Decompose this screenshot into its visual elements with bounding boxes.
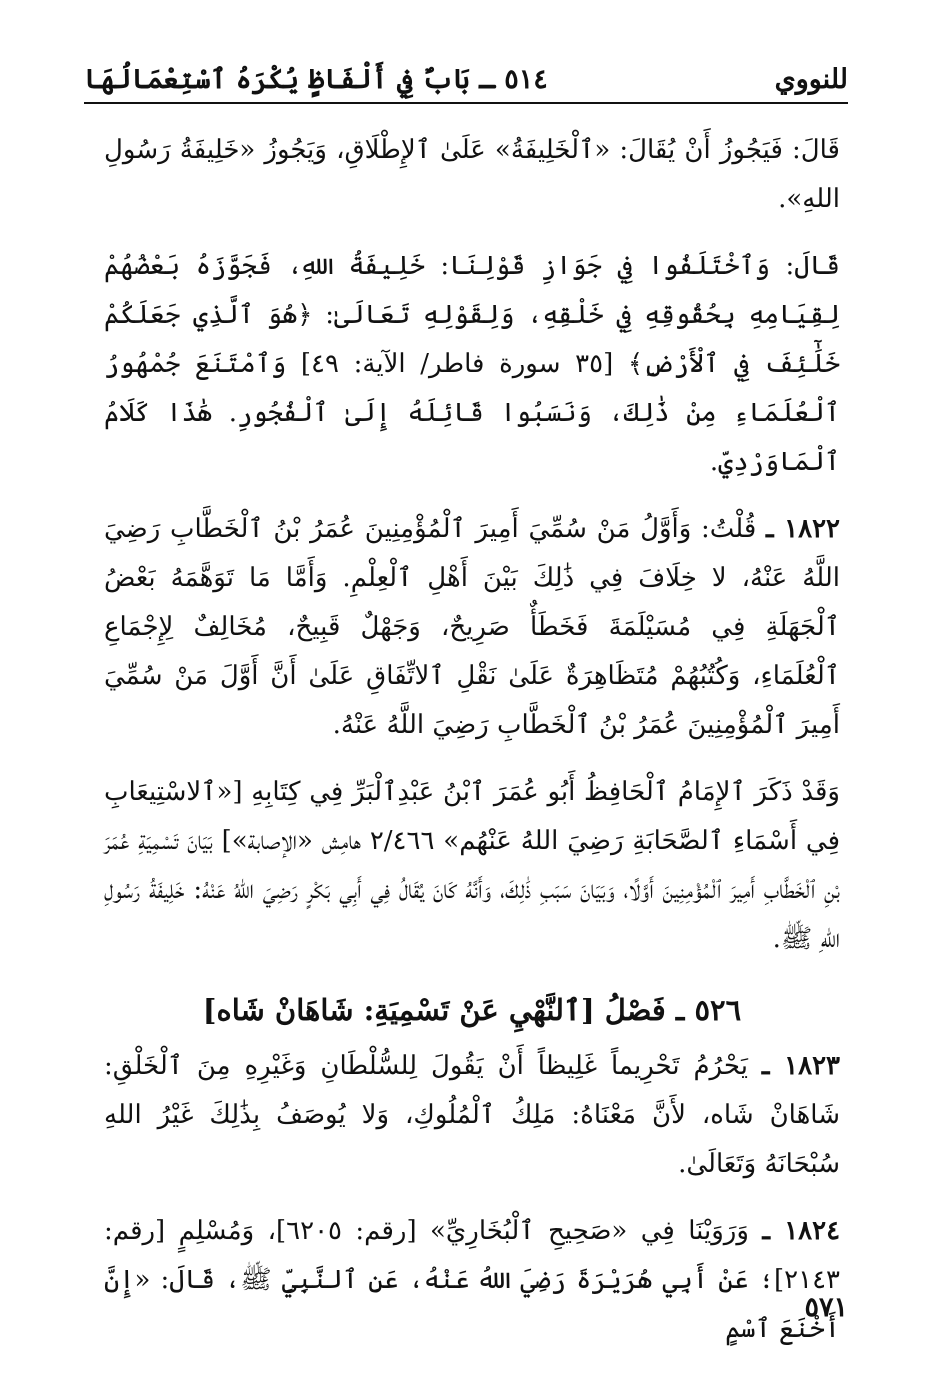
- page-number: ٥٧١: [804, 1292, 848, 1323]
- paragraph: [104, 768, 840, 964]
- paragraph-text: قُلْتُ: وَأَوَّلُ مَنْ سُمِّيَ أَمِيرَ ٱلْمُؤْمِنِينَ عُمَرُ بْنُ ٱلْخَطَّابِ رَضِيَ اللَّهُ عَنْهُ، لا خِلَافَ فِي ذَٰلِكَ بَيْنَ أَهْلِ ٱلْعِلْمِ. وَأَمَّا مَا تَوَهَّمَهُ بَعْضُ ٱلْجَهَلَةِ فِي مُسَيْلَمَةَ فَخَطَأٌ صَرِيحٌ، وَجَهْلٌ قَبِيحٌ، مُخَالِفٌ لِإِجْمَاعِ ٱلْعُلَمَاءِ، وَكُتُبُهُمْ مُتَظَاهِرَةٌ عَلَىٰ نَقْلِ ٱلاتِّفَاقِ عَلَىٰ أَنَّ أَوَّلَ مَنْ سُمِّيَ أَمِيرَ ٱلْمُؤْمِنِينَ عُمَرُ بْنُ ٱلْخَطَّابِ رَضِيَ اللَّهُ عَنْهُ.: [104, 514, 840, 740]
- paragraph-text: يَحْرُمُ تَحْرِيماً غَلِيظاً أَنْ يَقُولَ لِلسُّلْطَانِ وَغَيْرِهِ مِنَ ٱلْخَلْقِ: شَاهَانْ شَاه، لأَنَّ مَعْنَاهُ: مَلِكُ ٱلْمُلُوكِ، وَلا يُوصَفُ بِذَٰلِكَ غَيْرُ اللهِ سُبْحَانَهُ وَتَعَالَىٰ.: [104, 1051, 840, 1179]
- paragraph-number: ١٨٢٤ ـ: [762, 1216, 841, 1246]
- paragraph-number: ١٨٢٣ ـ: [761, 1051, 841, 1081]
- header-author: للنووي: [774, 64, 848, 95]
- paragraph-text: وَقَدْ ذَكَرَ ٱلإِمَامُ ٱلْحَافِظُ أَبُو عُمَرَ ٱبْنُ عَبْدِٱلْبَرِّ فِي كِتَابِهِ [«ٱلاسْتِيعَابِ فِي أَسْمَاءِ ٱلصَّحَابَةِ رَضِيَ اللهُ عَنْهُم» ٢/٤٦٦ هامِش «الإصابة»] بَيَانَ تَسْمِيَةِ عُمَرَ بْنِ ٱلْخَطَّابِ أَمِيرَ ٱلْمُؤْمِنِينَ أَوَّلًا، وَبَيَانَ سَبَبِ ذَٰلِكَ، وَأَنَّهُ كَانَ يُقَالُ فِي أَبِي بَكْرٍ رَضِيَ اللهُ عَنْهُ: خَلِيفَةُ رَسُولِ اللهِ ﷺ.: [104, 777, 841, 954]
- paragraph-number: ١٨٢٢ ـ: [766, 514, 840, 544]
- paragraph: [104, 126, 840, 224]
- section-title: ٥٢٦ ـ فَصْلُ [ٱلنَّهْيِ عَنْ تَسْمِيَةِ: شَاهَانْ شَاه]: [202, 993, 742, 1027]
- paragraph-1823: [104, 1042, 840, 1189]
- paragraph-text: قَالَ: وَٱخْتَلَفُوا فِي جَوَازِ قَوْلِنَا: خَلِيفَةُ اللهِ، فَجَوَّزَهُ بَعْضُهُمْ لِقِيَامِهِ بِحُقُوقِهِ فِي خَلْقِهِ، وَلِقَوْلِهِ تَعَالَىٰ: ﴿هُوَ ٱلَّذِي جَعَلَكُمْ خَلَٰٓئِفَ فِي ٱلْأَرْضِ﴾ [٣٥ سورة فاطر/ الآية: ٤٩] وَٱمْتَنَعَ جُمْهُورُ ٱلْعُلَمَاءِ مِنْ ذَٰلِكَ، وَنَسَبُوا قَائِلَهُ إِلَىٰ ٱلْفُجُورِ. هَٰذَا كَلَامُ ٱلْمَاوَرْدِيِّ.: [104, 251, 840, 477]
- header-divider: [84, 102, 848, 104]
- header-chapter-title: ٥١٤ ـ بَابٌ فِي أَلْفَاظٍ يُكْرَهُ ٱسْتِعْمَالُهَا: [84, 64, 548, 95]
- body-text: [104, 126, 840, 1372]
- paragraph-text: قَالَ: فَيَجُوزُ أَنْ يُقَالَ: «ٱلْخَلِيفَةُ» عَلَىٰ ٱلإِطْلَاقِ، وَيَجُوزُ «خَلِيفَةُ رَسُولِ اللهِ».: [104, 135, 840, 214]
- paragraph-text: وَرَوَيْنَا فِي «صَحِيحِ ٱلْبُخَارِيِّ» [رقم: ٦٢٠٥]، وَمُسْلِمٍ [رقم: ٢١٤٣]؛ عَنْ أَبِي هُرَيْرَةَ رَضِيَ اللهُ عَنْهُ، عَنِ ٱلنَّبِيِّ ﷺ، قَالَ: «إِنَّ أَخْنَعَ ٱسْمٍ: [104, 1216, 840, 1344]
- paragraph: [104, 242, 840, 487]
- paragraph-1822: [104, 505, 840, 750]
- paragraph-1824: [104, 1207, 840, 1354]
- page-header: [84, 60, 848, 100]
